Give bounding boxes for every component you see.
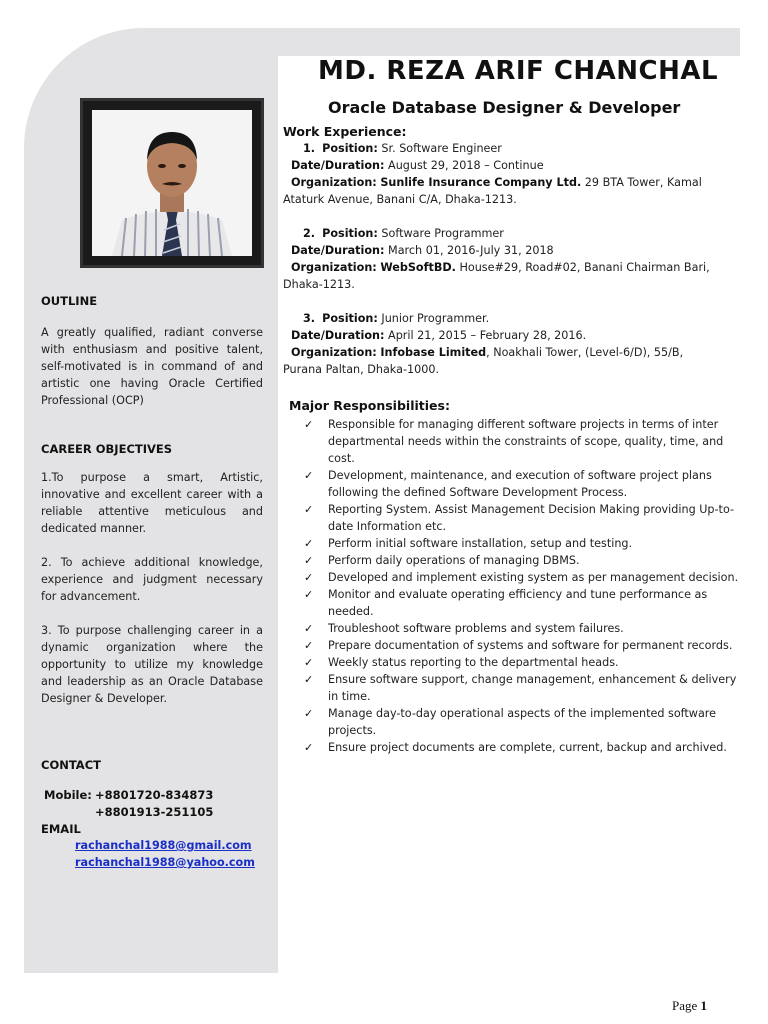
job-entry-2	[283, 225, 743, 293]
email-link-gmail[interactable]: rachanchal1988@gmail.com	[75, 839, 252, 852]
checkmark-icon: ✓	[304, 707, 314, 720]
mobile-label: Mobile:	[44, 788, 92, 802]
mobile-number-1: +8801720-834873	[95, 788, 214, 802]
position-label: Position:	[322, 142, 378, 155]
list-item: ✓ Perform daily operations of managing DBMS.	[304, 554, 580, 567]
job-date: April 21, 2015 – February 28, 2016.	[388, 329, 587, 342]
date-label: Date/Duration:	[291, 244, 385, 257]
job-date: August 29, 2018 – Continue	[388, 159, 544, 172]
job-number: 2.	[303, 227, 316, 240]
job-entry-1	[283, 140, 743, 208]
job-position: Junior Programmer.	[381, 312, 490, 325]
job-address-line-2: Purana Paltan, Dhaka-1000.	[283, 363, 440, 376]
organization-label: Organization:	[291, 176, 377, 189]
organization-label: Organization:	[291, 261, 377, 274]
career-objectives-heading: CAREER OBJECTIVES	[41, 442, 173, 456]
page-number: Page 1	[672, 998, 708, 1013]
checkmark-icon: ✓	[304, 418, 314, 431]
list-item: ✓ Developed and implement existing system as per management decision.	[304, 571, 739, 584]
date-label: Date/Duration:	[291, 159, 385, 172]
list-item: ✓ Ensure software support, change management, enhancement & delivery in time.	[304, 673, 737, 703]
responsibilities-list	[304, 416, 744, 756]
list-item: ✓ Perform initial software installation, setup and testing.	[304, 537, 633, 550]
checkmark-icon: ✓	[304, 639, 314, 652]
checkmark-icon: ✓	[304, 656, 314, 669]
checkmark-icon: ✓	[304, 469, 314, 482]
outline-text: A greatly qualified, radiant converse with enthusiasm and positive talent, self-motivated is in command of and artistic one having Oracle Certified Professional (OCP)	[41, 326, 263, 407]
checkmark-icon: ✓	[304, 673, 314, 686]
job-address-line-1: 29 BTA Tower, Kamal	[584, 176, 702, 189]
job-position: Software Programmer	[381, 227, 504, 240]
job-number: 1.	[303, 142, 316, 155]
email-label: EMAIL	[41, 822, 81, 836]
objective-3: 3. To purpose challenging career in a dynamic organization where the opportunity to utilize my knowledge and leadership as an Oracle Database Designer & Developer.	[41, 624, 263, 705]
objective-1: 1.To purpose a smart, Artistic, innovative and excellent career with a reliable attentive meticulous and dedicated manner.	[41, 471, 263, 535]
job-position: Sr. Software Engineer	[381, 142, 502, 155]
objective-2: 2. To achieve additional knowledge, experience and judgment necessary for advancement.	[41, 556, 263, 603]
checkmark-icon: ✓	[304, 554, 314, 567]
list-item: ✓ Monitor and evaluate operating efficiency and tune performance as needed.	[304, 588, 708, 618]
list-item: ✓ Prepare documentation of systems and software for permanent records.	[304, 639, 733, 652]
job-organization: Sunlife Insurance Company Ltd.	[380, 176, 582, 189]
outline-heading: OUTLINE	[41, 294, 98, 308]
checkmark-icon: ✓	[304, 571, 314, 584]
job-organization: WebSoftBD.	[380, 261, 456, 274]
list-item: ✓ Reporting System. Assist Management Decision Making providing Up-to-date Information etc.	[304, 503, 735, 533]
list-item: ✓ Weekly status reporting to the departmental heads.	[304, 656, 619, 669]
profile-photo-frame	[80, 98, 264, 268]
job-address-line-1: , Noakhali Tower, (Level-6/D), 55/B,	[486, 346, 684, 359]
candidate-title: Oracle Database Designer & Developer	[328, 98, 681, 117]
mobile-number-2: +8801913-251105	[95, 805, 214, 819]
checkmark-icon: ✓	[304, 537, 314, 550]
checkmark-icon: ✓	[304, 622, 314, 635]
list-item: ✓ Troubleshoot software problems and system failures.	[304, 622, 624, 635]
list-item: ✓ Ensure project documents are complete, current, backup and archived.	[304, 741, 727, 754]
list-item: ✓ Development, maintenance, and execution of software project plans following the defined Software Development Process.	[304, 469, 712, 499]
candidate-name: MD. REZA ARIF CHANCHAL	[318, 56, 719, 86]
organization-label: Organization:	[291, 346, 377, 359]
position-label: Position:	[322, 227, 378, 240]
email-link-yahoo[interactable]: rachanchal1988@yahoo.com	[75, 856, 255, 869]
checkmark-icon: ✓	[304, 503, 314, 516]
list-item: ✓ Responsible for managing different software projects in terms of inter departmental needs within the constraints of scope, quality, time, and cost.	[304, 418, 724, 465]
contact-heading: CONTACT	[41, 758, 101, 772]
responsibilities-heading: Major Responsibilities:	[289, 398, 450, 413]
job-entry-3	[283, 310, 743, 378]
checkmark-icon: ✓	[304, 588, 314, 601]
job-address-line-1: House#29, Road#02, Banani Chairman Bari,	[459, 261, 710, 274]
profile-photo	[92, 110, 252, 256]
job-date: March 01, 2016-July 31, 2018	[388, 244, 554, 257]
job-address-line-2: Ataturk Avenue, Banani C/A, Dhaka-1213.	[283, 193, 517, 206]
position-label: Position:	[322, 312, 378, 325]
work-experience-heading: Work Experience:	[283, 124, 407, 139]
job-address-line-2: Dhaka-1213.	[283, 278, 355, 291]
job-organization: Infobase Limited	[380, 346, 487, 359]
checkmark-icon: ✓	[304, 741, 314, 754]
list-item: ✓ Manage day-to-day operational aspects of the implemented software projects.	[304, 707, 717, 737]
date-label: Date/Duration:	[291, 329, 385, 342]
job-number: 3.	[303, 312, 316, 325]
